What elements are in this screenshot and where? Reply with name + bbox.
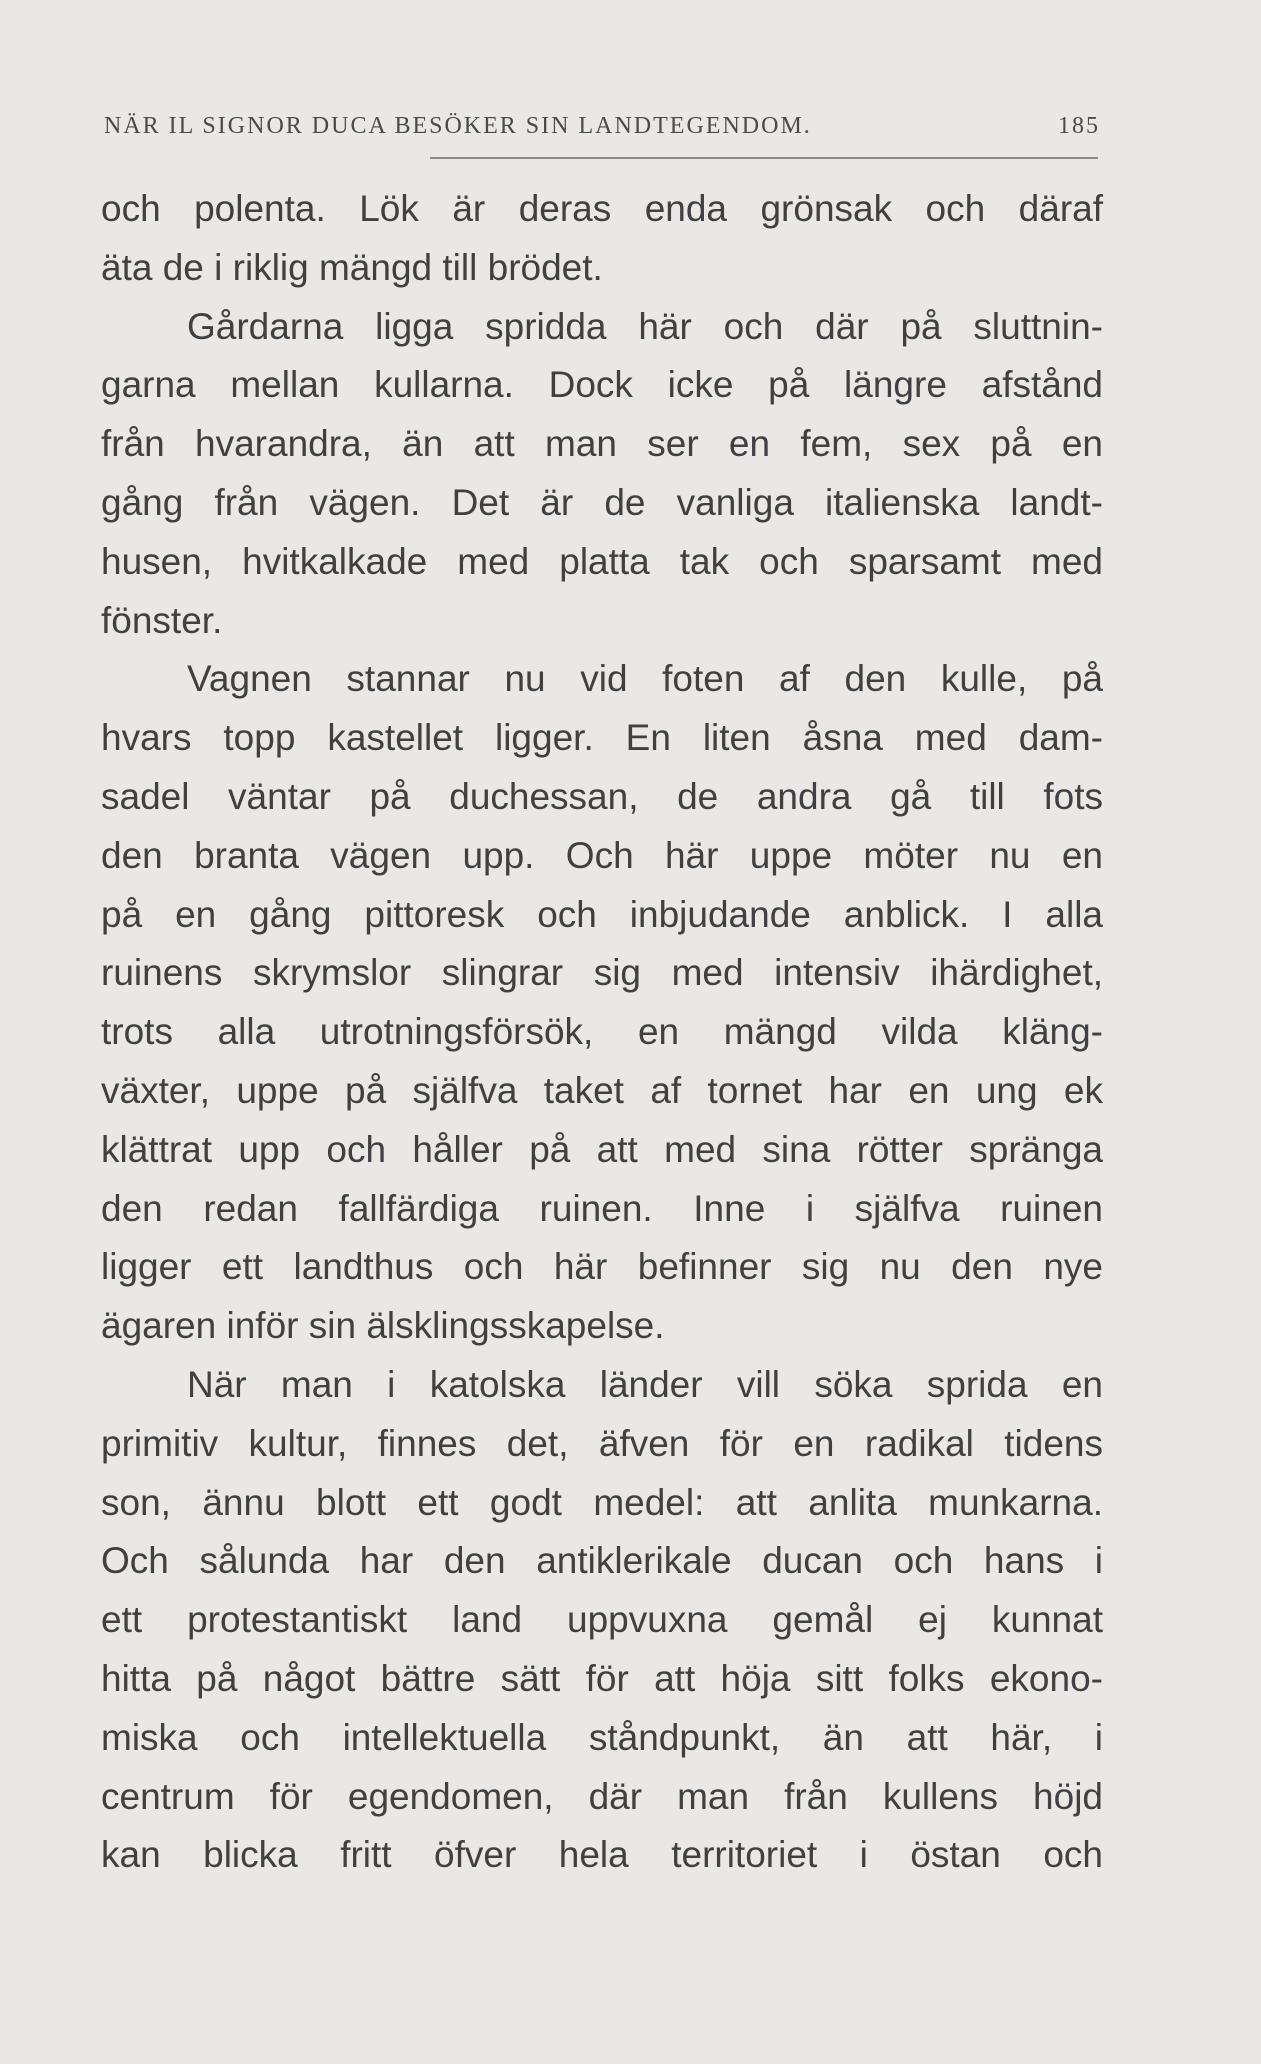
text-line: garna mellan kullarna. Dock icke på längre afstånd <box>101 364 1103 406</box>
header-rule <box>430 157 1098 159</box>
text-line: centrum för egendomen, där man från kullens höjd <box>101 1775 1103 1817</box>
running-header <box>104 100 1100 140</box>
text-line: husen, hvitkalkade med platta tak och sparsamt med <box>101 540 1103 582</box>
text-line: kan blicka fritt öfver hela territoriet i östan och <box>101 1834 1103 1876</box>
text-line: klättrat upp och håller på att med sina rötter spränga <box>101 1128 1103 1170</box>
text-line: från hvarandra, än att man ser en fem, sex på en <box>101 423 1103 465</box>
text-line: gång från vägen. Det är de vanliga italienska landt- <box>101 481 1103 523</box>
text-line: och polenta. Lök är deras enda grönsak och däraf <box>101 188 1103 229</box>
text-line: ägaren inför sin älsklingsskapelse. <box>101 1305 665 1347</box>
text-line: son, ännu blott ett godt medel: att anlita munkarna. <box>101 1481 1103 1523</box>
text-line: äta de i riklig mängd till brödet. <box>101 246 603 288</box>
text-line: på en gång pittoresk och inbjudande anblick. I alla <box>101 893 1103 935</box>
text-line: ligger ett landthus och här befinner sig nu den nye <box>101 1246 1103 1288</box>
text-line: den branta vägen upp. Och här uppe möter nu en <box>101 834 1103 876</box>
text-line: Och sålunda har den antiklerikale ducan och hans i <box>101 1540 1103 1582</box>
text-line: hvars topp kastellet ligger. En liten åsna med dam- <box>101 717 1103 759</box>
text-line: fönster. <box>101 599 223 641</box>
text-line: växter, uppe på själfva taket af tornet har en ung ek <box>101 1069 1103 1111</box>
page-number: 185 <box>1058 113 1100 139</box>
text-line: Vagnen stannar nu vid foten af den kulle, på <box>187 658 1103 700</box>
text-line: primitiv kultur, finnes det, äfven för en radikal tidens <box>101 1422 1103 1464</box>
text-line: sadel väntar på duchessan, de andra gå till fots <box>101 775 1103 817</box>
text-line: trots alla utrotningsförsök, en mängd vilda kläng- <box>101 1011 1103 1053</box>
text-line: ett protestantiskt land uppvuxna gemål ej kunnat <box>101 1599 1103 1641</box>
running-title: NÄR IL SIGNOR DUCA BESÖKER SIN LANDTEGENDOM. <box>104 113 812 139</box>
text-line: ruinens skrymslor slingrar sig med intensiv ihärdighet, <box>101 952 1103 994</box>
text-line: den redan fallfärdiga ruinen. Inne i själfva ruinen <box>101 1187 1103 1229</box>
text-line: När man i katolska länder vill söka sprida en <box>187 1363 1103 1405</box>
text-line: Gårdarna ligga spridda här och där på sluttnin- <box>187 305 1103 347</box>
body-text <box>101 180 1103 1885</box>
text-line: hitta på något bättre sätt för att höja sitt folks ekono- <box>101 1657 1103 1699</box>
text-line: miska och intellektuella ståndpunkt, än att här, i <box>101 1716 1103 1758</box>
